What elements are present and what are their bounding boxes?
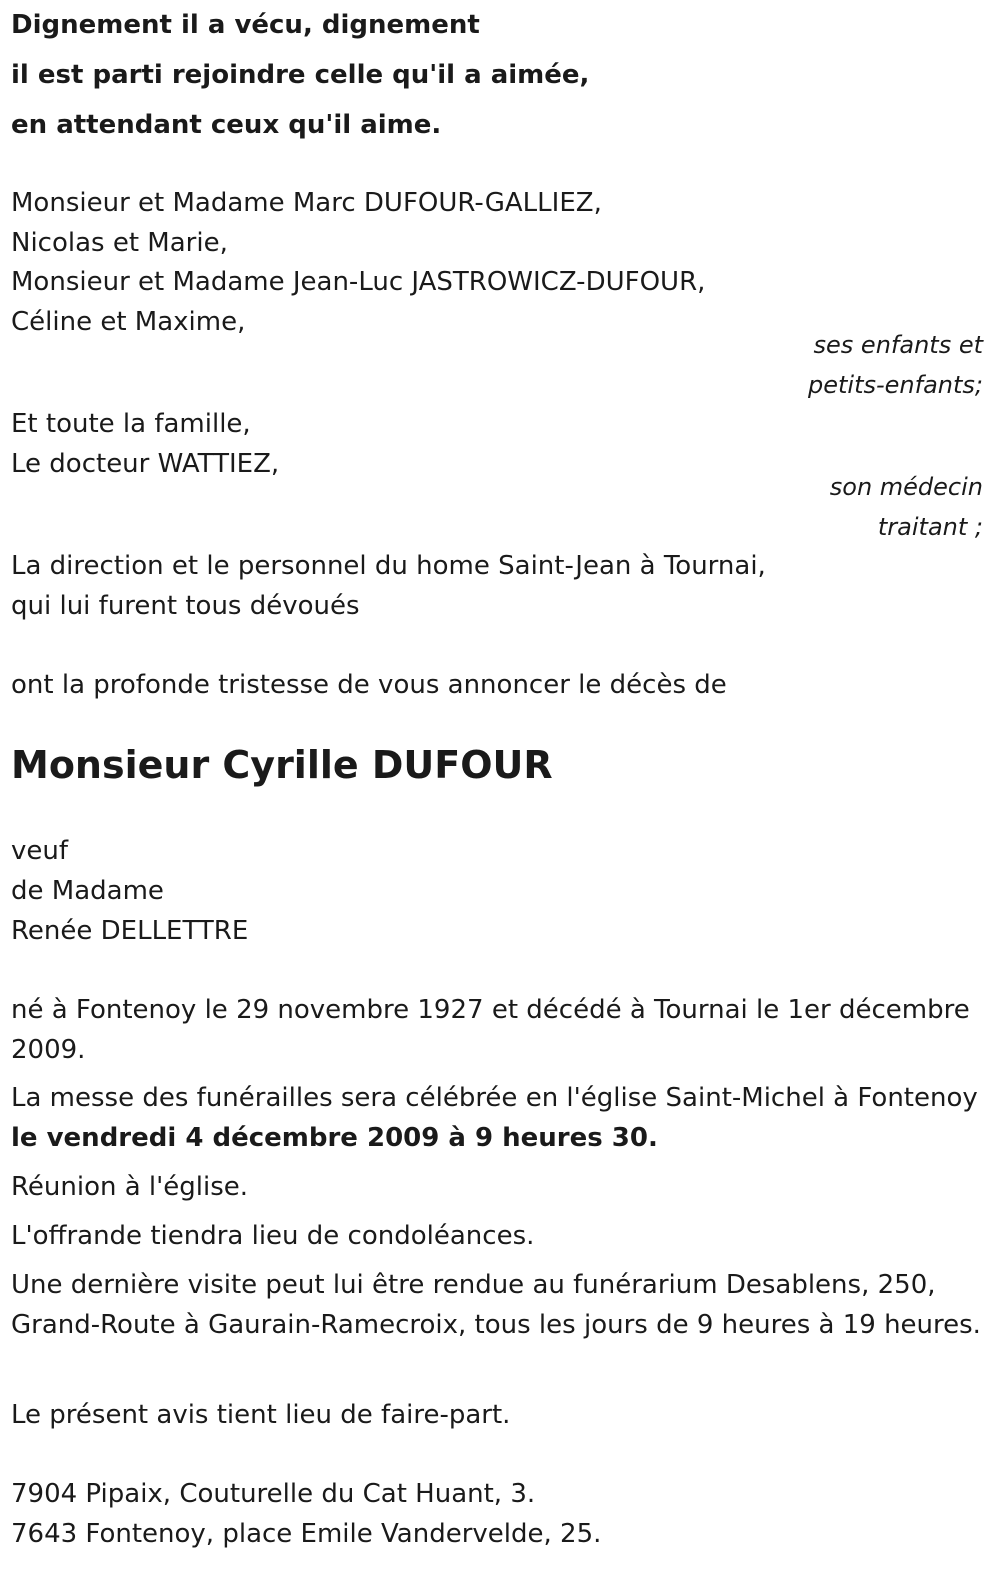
- epigraph-line-2: il est parti rejoindre celle qu'il a aimée,: [11, 60, 590, 90]
- family-line-1: Monsieur et Madame Marc DUFOUR-GALLIEZ,: [11, 188, 602, 218]
- widower-line-2: de Madame: [11, 876, 164, 906]
- address-line-1: 7904 Pipaix, Couturelle du Cat Huant, 3.: [11, 1479, 536, 1509]
- family-line-2: Nicolas et Marie,: [11, 228, 228, 258]
- widower-line-1: veuf: [11, 836, 69, 866]
- family-line-4: Céline et Maxime,: [11, 307, 246, 337]
- home-line-2: qui lui furent tous dévoués: [11, 591, 360, 621]
- home-line-1: La direction et le personnel du home Saint-Jean à Tournai,: [11, 551, 766, 581]
- epigraph-line-3: en attendant ceux qu'il aime.: [11, 110, 442, 140]
- funeral-date: le vendredi 4 décembre 2009 à 9 heures 30.: [11, 1123, 658, 1153]
- whole-family-line: Et toute la famille,: [11, 409, 251, 439]
- funeral-paragraph: [11, 1078, 983, 1158]
- meeting-line: Réunion à l'église.: [11, 1172, 249, 1202]
- announcement-line: ont la profonde tristesse de vous annoncer le décès de: [11, 670, 727, 700]
- notice-line: Le présent avis tient lieu de faire-part.: [11, 1400, 511, 1430]
- widower-line-3: Renée DELLETTRE: [11, 916, 249, 946]
- doctor-line: Le docteur WATTIEZ,: [11, 449, 280, 479]
- family-role-line-1: ses enfants et: [813, 331, 983, 359]
- family-line-3: Monsieur et Madame Jean-Luc JASTROWICZ-DUFOUR,: [11, 267, 706, 297]
- visit-paragraph: Une dernière visite peut lui être rendue au funérarium Desablens, 250, Grand-Route à Gaurain-Ramecroix, tous les jours de 9 heures à 19 heures.: [11, 1270, 981, 1340]
- funeral-text: La messe des funérailles sera célébrée en l'église Saint-Michel à Fontenoy: [11, 1083, 978, 1113]
- doctor-role-line-2: traitant ;: [877, 513, 983, 541]
- deceased-name: Monsieur Cyrille DUFOUR: [11, 743, 553, 787]
- doctor-role-line-1: son médecin: [829, 473, 983, 501]
- offering-line: L'offrande tiendra lieu de condoléances.: [11, 1221, 535, 1251]
- epigraph-line-1: Dignement il a vécu, dignement: [11, 10, 480, 40]
- birth-death-paragraph: né à Fontenoy le 29 novembre 1927 et décédé à Tournai le 1er décembre 2009.: [11, 995, 970, 1065]
- address-line-2: 7643 Fontenoy, place Emile Vandervelde, 25.: [11, 1519, 602, 1549]
- family-role-line-2: petits-enfants;: [808, 371, 983, 399]
